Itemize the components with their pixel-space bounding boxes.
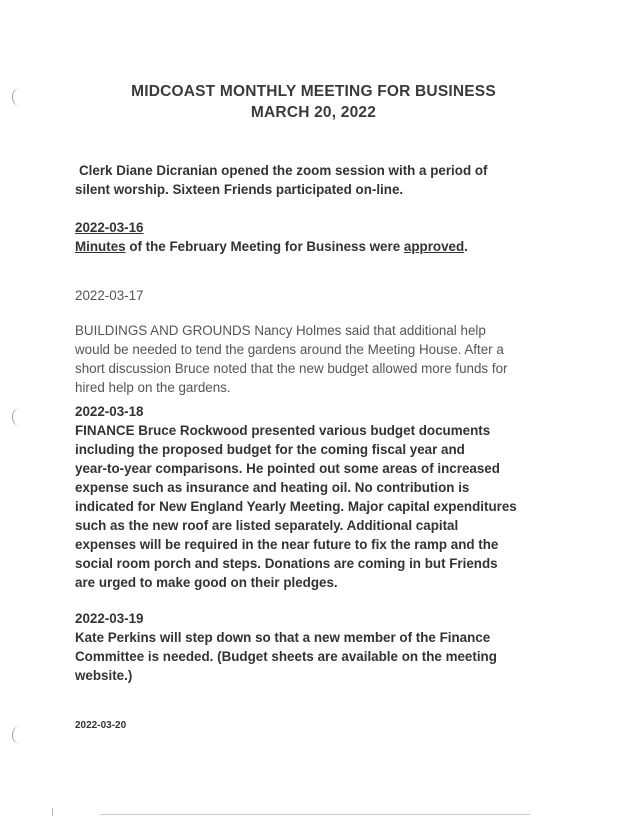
intro-line: silent worship. Sixteen Friends participated on-line. [75, 182, 404, 197]
minute-line: expenses will be required in the near future to fix the ramp and the [75, 537, 499, 552]
document-date: MARCH 20, 2022 [250, 104, 377, 121]
minute-line: FINANCE Bruce Rockwood presented various budget documents [75, 423, 491, 438]
minute-line: including the proposed budget for the coming fiscal year and [75, 442, 465, 457]
minute-line: Kate Perkins will step down so that a new member of the Finance [75, 630, 491, 645]
minute-line: expense such as insurance and heating oil. No contribution is [75, 480, 470, 495]
intro-paragraph [75, 161, 555, 199]
minute-2022-03-17 [75, 321, 545, 397]
minute-line: BUILDINGS AND GROUNDS Nancy Holmes said that additional help [75, 323, 486, 338]
minute-2022-03-20 [75, 716, 555, 735]
minute-line: are urged to make good on their pledges. [75, 575, 338, 590]
minute-line: year-to-year comparisons. He pointed out some areas of increased [75, 461, 500, 476]
minute-line: would be needed to tend the gardens around the Meeting House. After a [75, 342, 504, 357]
minute-line: social room porch and steps. Donations are coming in but Friends [75, 556, 498, 571]
minute-line: such as the new roof are listed separately. Additional capital [75, 518, 459, 533]
minute-number: 2022-03-16 [75, 220, 144, 235]
minute-2022-03-16 [75, 218, 555, 256]
punch-hole-mark [12, 726, 27, 744]
minute-number: 2022-03-17 [75, 288, 144, 303]
minute-line: hired help on the gardens. [75, 380, 231, 395]
intro-line: Clerk Diane Dicranian opened the zoom session with a period of [79, 163, 488, 178]
approved-word: approved [403, 239, 465, 254]
scan-mark [52, 808, 53, 816]
minute-text [75, 237, 555, 256]
minute-2022-03-19 [75, 609, 555, 685]
scan-edge-line [100, 814, 530, 815]
minute-line: indicated for New England Yearly Meeting. Major capital expenditures [75, 499, 517, 514]
minute-number: 2022-03-19 [75, 611, 144, 626]
minute-number: 2022-03-20 [75, 720, 127, 731]
minute-line: Committee is needed. (Budget sheets are available on the meeting [75, 649, 497, 664]
minute-text-mid: of the February Meeting for Business were [125, 239, 404, 254]
punch-hole-mark [12, 408, 27, 426]
minute-2022-03-18 [75, 402, 555, 592]
document-title: MIDCOAST MONTHLY MEETING FOR BUSINESS [131, 83, 496, 100]
minutes-word: Minutes [75, 239, 126, 254]
minute-line: short discussion Bruce noted that the new budget allowed more funds for [75, 361, 508, 376]
minute-number: 2022-03-18 [75, 404, 144, 419]
minute-line: website.) [75, 668, 133, 683]
minute-text-end: . [464, 239, 468, 254]
minute-2022-03-17-number-block [75, 286, 555, 305]
